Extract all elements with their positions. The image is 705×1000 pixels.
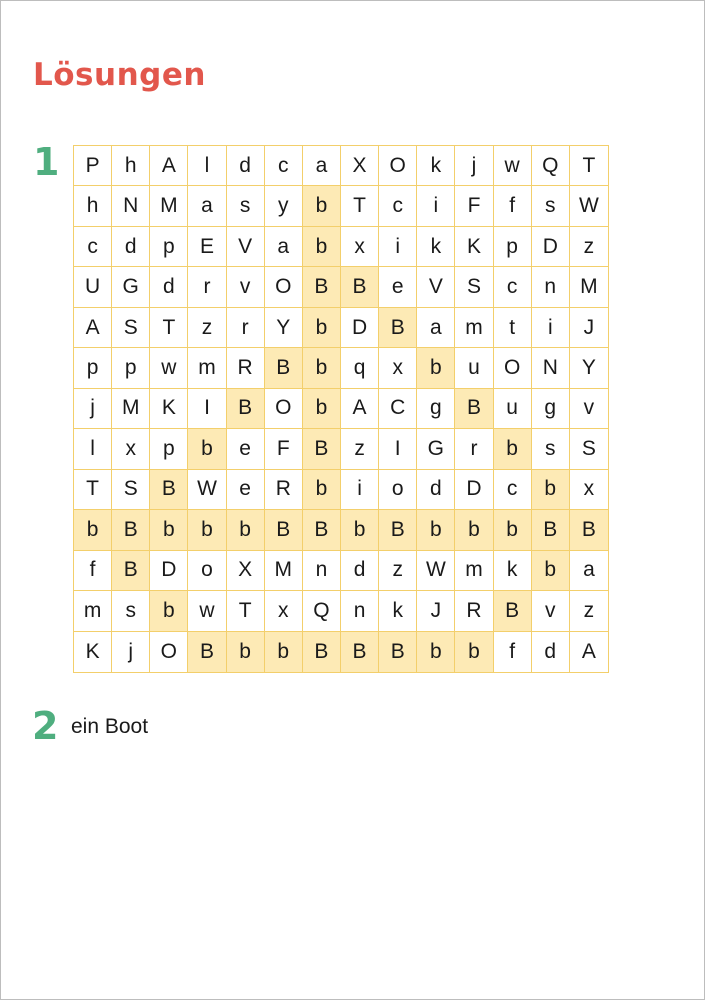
grid-cell: C	[379, 389, 417, 429]
grid-cell: m	[455, 308, 493, 348]
grid-cell: Q	[532, 146, 570, 186]
grid-cell: b	[303, 308, 341, 348]
grid-cell: B	[455, 389, 493, 429]
grid-cell: z	[341, 429, 379, 469]
grid-cell: M	[112, 389, 150, 429]
grid-cell: B	[494, 591, 532, 631]
grid-cell: D	[150, 551, 188, 591]
grid-cell: A	[150, 146, 188, 186]
grid-cell: W	[570, 186, 608, 226]
grid-cell: z	[188, 308, 226, 348]
grid-cell: b	[150, 591, 188, 631]
grid-cell: b	[494, 510, 532, 550]
grid-cell: v	[532, 591, 570, 631]
grid-cell: r	[188, 267, 226, 307]
grid-cell: K	[74, 632, 112, 672]
grid-cell: D	[455, 470, 493, 510]
grid-cell: n	[532, 267, 570, 307]
grid-cell: i	[379, 227, 417, 267]
grid-cell: b	[417, 348, 455, 388]
grid-cell: B	[341, 632, 379, 672]
grid-cell: A	[74, 308, 112, 348]
grid-cell: X	[341, 146, 379, 186]
grid-cell: e	[227, 429, 265, 469]
grid-cell: d	[417, 470, 455, 510]
grid-cell: n	[303, 551, 341, 591]
grid-cell: b	[227, 510, 265, 550]
grid-cell: E	[188, 227, 226, 267]
grid-cell: t	[494, 308, 532, 348]
grid-cell: v	[570, 389, 608, 429]
grid-cell: B	[341, 267, 379, 307]
grid-cell: s	[532, 186, 570, 226]
grid-cell: B	[379, 632, 417, 672]
grid-cell: N	[532, 348, 570, 388]
grid-cell: u	[455, 348, 493, 388]
grid-cell: s	[532, 429, 570, 469]
grid-cell: b	[532, 551, 570, 591]
grid-cell: G	[417, 429, 455, 469]
grid-cell: b	[303, 389, 341, 429]
grid-cell: X	[227, 551, 265, 591]
grid-cell: b	[303, 227, 341, 267]
grid-cell: b	[417, 632, 455, 672]
grid-cell: D	[532, 227, 570, 267]
task-2-answer: ein Boot	[71, 715, 149, 738]
grid-cell: J	[417, 591, 455, 631]
grid-cell: B	[188, 632, 226, 672]
grid-cell: c	[494, 267, 532, 307]
grid-cell: B	[303, 429, 341, 469]
grid-cell: x	[379, 348, 417, 388]
grid-cell: y	[265, 186, 303, 226]
grid-cell: W	[417, 551, 455, 591]
grid-cell: b	[494, 429, 532, 469]
grid-cell: r	[455, 429, 493, 469]
grid-cell: A	[570, 632, 608, 672]
grid-cell: d	[227, 146, 265, 186]
grid-cell: U	[74, 267, 112, 307]
grid-cell: w	[494, 146, 532, 186]
grid-cell: d	[341, 551, 379, 591]
grid-cell: B	[150, 470, 188, 510]
grid-cell: b	[455, 632, 493, 672]
grid-cell: O	[265, 267, 303, 307]
grid-cell: F	[455, 186, 493, 226]
grid-cell: B	[227, 389, 265, 429]
grid-cell: B	[570, 510, 608, 550]
grid-cell: V	[417, 267, 455, 307]
grid-cell: b	[150, 510, 188, 550]
grid-cell: x	[112, 429, 150, 469]
grid-cell: B	[303, 510, 341, 550]
grid-cell: R	[227, 348, 265, 388]
grid-cell: T	[227, 591, 265, 631]
grid-cell: Y	[570, 348, 608, 388]
grid-cell: T	[570, 146, 608, 186]
grid-cell: B	[265, 510, 303, 550]
grid-cell: l	[74, 429, 112, 469]
grid-cell: m	[455, 551, 493, 591]
grid-cell: u	[494, 389, 532, 429]
grid-cell: i	[341, 470, 379, 510]
grid-cell: x	[265, 591, 303, 631]
grid-cell: r	[227, 308, 265, 348]
grid-cell: N	[112, 186, 150, 226]
grid-cell: Y	[265, 308, 303, 348]
grid-cell: I	[379, 429, 417, 469]
grid-cell: K	[150, 389, 188, 429]
grid-cell: v	[227, 267, 265, 307]
grid-cell: b	[188, 510, 226, 550]
grid-cell: k	[379, 591, 417, 631]
grid-cell: c	[494, 470, 532, 510]
grid-cell: B	[379, 510, 417, 550]
grid-cell: M	[570, 267, 608, 307]
grid-cell: d	[150, 267, 188, 307]
grid-cell: a	[188, 186, 226, 226]
grid-cell: B	[532, 510, 570, 550]
grid-cell: c	[379, 186, 417, 226]
grid-cell: S	[112, 470, 150, 510]
grid-cell: w	[150, 348, 188, 388]
grid-cell: f	[494, 632, 532, 672]
grid-cell: k	[417, 146, 455, 186]
grid-cell: p	[74, 348, 112, 388]
grid-cell: b	[341, 510, 379, 550]
grid-cell: P	[74, 146, 112, 186]
grid-cell: B	[265, 348, 303, 388]
grid-cell: z	[570, 591, 608, 631]
grid-cell: J	[570, 308, 608, 348]
grid-cell: e	[379, 267, 417, 307]
grid-cell: i	[532, 308, 570, 348]
grid-cell: x	[570, 470, 608, 510]
grid-cell: b	[265, 632, 303, 672]
grid-cell: V	[227, 227, 265, 267]
grid-cell: O	[379, 146, 417, 186]
grid-cell: e	[227, 470, 265, 510]
grid-cell: D	[341, 308, 379, 348]
grid-cell: a	[265, 227, 303, 267]
grid-cell: l	[188, 146, 226, 186]
grid-cell: b	[417, 510, 455, 550]
grid-cell: b	[227, 632, 265, 672]
grid-cell: b	[455, 510, 493, 550]
grid-cell: o	[379, 470, 417, 510]
grid-cell: Q	[303, 591, 341, 631]
grid-cell: p	[150, 227, 188, 267]
grid-cell: o	[188, 551, 226, 591]
grid-cell: j	[112, 632, 150, 672]
grid-cell: S	[570, 429, 608, 469]
grid-cell: j	[455, 146, 493, 186]
grid-cell: w	[188, 591, 226, 631]
grid-cell: k	[494, 551, 532, 591]
grid-cell: R	[265, 470, 303, 510]
grid-cell: f	[74, 551, 112, 591]
grid-cell: b	[188, 429, 226, 469]
grid-cell: B	[303, 632, 341, 672]
grid-cell: b	[532, 470, 570, 510]
grid-cell: g	[417, 389, 455, 429]
grid-cell: b	[74, 510, 112, 550]
grid-cell: a	[417, 308, 455, 348]
task-2-number: 2	[32, 704, 59, 748]
grid-cell: n	[341, 591, 379, 631]
grid-cell: m	[74, 591, 112, 631]
grid-cell: z	[570, 227, 608, 267]
grid-cell: M	[150, 186, 188, 226]
grid-cell: I	[188, 389, 226, 429]
grid-cell: h	[74, 186, 112, 226]
grid-cell: b	[303, 348, 341, 388]
grid-cell: g	[532, 389, 570, 429]
task-1-number: 1	[33, 140, 60, 184]
grid-cell: p	[150, 429, 188, 469]
grid-cell: T	[74, 470, 112, 510]
grid-cell: W	[188, 470, 226, 510]
grid-cell: O	[265, 389, 303, 429]
grid-cell: G	[112, 267, 150, 307]
grid-cell: d	[112, 227, 150, 267]
grid-cell: a	[570, 551, 608, 591]
grid-cell: m	[188, 348, 226, 388]
grid-cell: d	[532, 632, 570, 672]
grid-cell: B	[112, 551, 150, 591]
grid-cell: i	[417, 186, 455, 226]
grid-cell: p	[494, 227, 532, 267]
grid-cell: k	[417, 227, 455, 267]
grid-cell: b	[303, 470, 341, 510]
grid-cell: M	[265, 551, 303, 591]
grid-cell: b	[303, 186, 341, 226]
grid-cell: q	[341, 348, 379, 388]
grid-cell: p	[112, 348, 150, 388]
grid-cell: c	[265, 146, 303, 186]
grid-cell: c	[74, 227, 112, 267]
grid-cell: S	[112, 308, 150, 348]
grid-cell: B	[303, 267, 341, 307]
grid-cell: K	[455, 227, 493, 267]
grid-cell: a	[303, 146, 341, 186]
grid-cell: F	[265, 429, 303, 469]
grid-cell: B	[379, 308, 417, 348]
grid-cell: O	[150, 632, 188, 672]
grid-cell: h	[112, 146, 150, 186]
grid-cell: T	[150, 308, 188, 348]
page-title: Lösungen	[33, 57, 206, 93]
grid-cell: R	[455, 591, 493, 631]
grid-cell: j	[74, 389, 112, 429]
grid-cell: O	[494, 348, 532, 388]
letter-grid	[73, 145, 609, 673]
grid-cell: S	[455, 267, 493, 307]
grid-cell: B	[112, 510, 150, 550]
grid-cell: A	[341, 389, 379, 429]
grid-cell: s	[112, 591, 150, 631]
grid-cell: z	[379, 551, 417, 591]
grid-cell: s	[227, 186, 265, 226]
grid-cell: T	[341, 186, 379, 226]
grid-cell: x	[341, 227, 379, 267]
grid-cell: f	[494, 186, 532, 226]
